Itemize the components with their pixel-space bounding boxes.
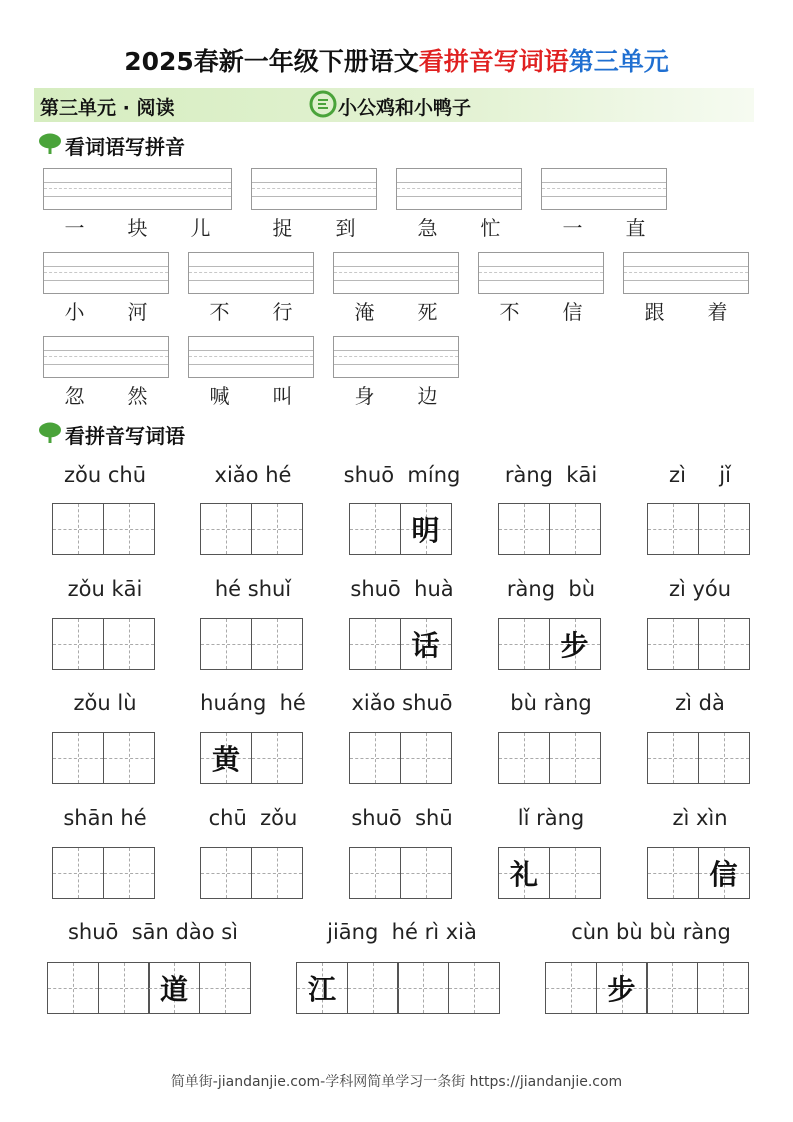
pinyin-prompt: zì dà (675, 691, 725, 715)
writing-cell[interactable] (400, 847, 452, 899)
given-char: 礼 (509, 858, 538, 891)
word-char: 边 (417, 384, 438, 408)
tianzige-grid (52, 732, 155, 784)
pinyin-prompt: shuō huà (350, 577, 454, 601)
tianzige-grid (349, 847, 452, 899)
writing-cell[interactable] (103, 732, 155, 784)
pinyin-writing-box[interactable] (251, 168, 377, 210)
word-char: 身 (354, 384, 375, 408)
lesson-unit: 第三单元 · 阅读 (40, 97, 175, 119)
tianzige-grid (200, 618, 303, 670)
pinyin-prompt: shuō sān dào sì (67, 920, 239, 944)
given-char: 江 (307, 973, 336, 1006)
tianzige-grid (498, 732, 601, 784)
pinyin-prompt: lǐ ràng (517, 806, 585, 830)
pinyin-prompt: bù ràng (510, 691, 592, 715)
writing-cell[interactable] (200, 847, 252, 899)
writing-cell[interactable] (349, 732, 401, 784)
pinyin-prompt: xiǎo hé (214, 463, 292, 487)
given-char: 黄 (211, 743, 240, 776)
writing-cell[interactable] (199, 962, 251, 1014)
word-char: 一 (562, 216, 583, 240)
word-char: 跟 (644, 300, 665, 324)
guide-line (542, 188, 666, 189)
writing-cell[interactable] (498, 503, 550, 555)
guide-line (44, 272, 168, 273)
tianzige-grid (349, 618, 452, 670)
tianzige-grid (47, 962, 251, 1014)
writing-cell[interactable] (498, 618, 550, 670)
given-char: 话 (411, 629, 440, 662)
writing-cell[interactable] (349, 847, 401, 899)
writing-cell[interactable] (251, 503, 303, 555)
writing-cell[interactable] (400, 503, 452, 555)
word-char: 儿 (190, 216, 211, 240)
writing-cell[interactable] (349, 503, 401, 555)
word-char: 到 (335, 216, 356, 240)
pinyin-prompt: xiǎo shuō (351, 691, 453, 715)
pinyin-prompt: shuō míng (343, 463, 461, 487)
writing-cell[interactable] (397, 962, 449, 1014)
guide-line (334, 356, 458, 357)
writing-cell[interactable] (400, 732, 452, 784)
tianzige-grid (498, 847, 601, 899)
writing-cell[interactable] (347, 962, 399, 1014)
writing-cell[interactable] (103, 847, 155, 899)
writing-cell[interactable] (148, 962, 200, 1014)
tianzige-grid (349, 503, 452, 555)
word-char: 死 (417, 300, 438, 324)
pinyin-writing-box[interactable] (333, 252, 459, 294)
given-char: 明 (411, 514, 440, 547)
word-char: 忽 (64, 384, 85, 408)
writing-cell[interactable] (103, 503, 155, 555)
guide-line (624, 272, 748, 273)
word-char: 着 (707, 300, 728, 324)
guide-line (44, 188, 231, 189)
word-char: 不 (499, 300, 520, 324)
tianzige-grid (498, 503, 601, 555)
writing-cell[interactable] (200, 732, 252, 784)
writing-cell[interactable] (296, 962, 348, 1014)
writing-cell[interactable] (448, 962, 500, 1014)
writing-cell[interactable] (52, 732, 104, 784)
lesson-name: 小公鸡和小鸭子 (338, 97, 472, 119)
pinyin-prompt: zì yóu (668, 577, 732, 601)
tianzige-grid (349, 732, 452, 784)
pinyin-prompt: zǒu chū (63, 463, 147, 487)
tianzige-grid (200, 732, 303, 784)
pinyin-writing-box[interactable] (541, 168, 667, 210)
writing-cell[interactable] (251, 618, 303, 670)
writing-cell[interactable] (698, 732, 750, 784)
pinyin-writing-box[interactable] (188, 252, 314, 294)
writing-cell[interactable] (697, 962, 749, 1014)
pinyin-writing-box[interactable] (188, 336, 314, 378)
tianzige-grid (200, 847, 303, 899)
word-char: 河 (127, 300, 148, 324)
pinyin-prompt: chū zǒu (208, 806, 298, 830)
pinyin-writing-box[interactable] (43, 252, 169, 294)
pinyin-writing-box[interactable] (623, 252, 749, 294)
given-char: 信 (709, 858, 738, 891)
word-char: 叫 (272, 384, 293, 408)
tianzige-grid (647, 618, 750, 670)
guide-line (44, 356, 168, 357)
word-char: 然 (127, 384, 148, 408)
writing-cell[interactable] (698, 847, 750, 899)
pinyin-writing-box[interactable] (43, 168, 232, 210)
pinyin-writing-box[interactable] (478, 252, 604, 294)
writing-cell[interactable] (498, 732, 550, 784)
writing-cell[interactable] (98, 962, 150, 1014)
pinyin-prompt: hé shuǐ (214, 577, 292, 601)
pinyin-prompt: ràng kāi (504, 463, 598, 487)
writing-cell[interactable] (52, 618, 104, 670)
pinyin-prompt: shān hé (63, 806, 147, 830)
tianzige-grid (52, 618, 155, 670)
section-title: 看词语写拼音 (65, 135, 185, 159)
writing-cell[interactable] (251, 847, 303, 899)
word-char: 行 (272, 300, 293, 324)
writing-cell[interactable] (349, 618, 401, 670)
word-char: 直 (625, 216, 646, 240)
word-char: 喊 (209, 384, 230, 408)
page-title (0, 42, 793, 78)
writing-cell[interactable] (549, 618, 601, 670)
writing-cell[interactable] (498, 847, 550, 899)
word-char: 淹 (354, 300, 375, 324)
writing-cell[interactable] (52, 503, 104, 555)
tianzige-grid (647, 503, 750, 555)
writing-cell[interactable] (52, 847, 104, 899)
given-char: 道 (159, 973, 188, 1006)
pinyin-prompt: jiāng hé rì xià (327, 920, 477, 944)
word-char: 小 (64, 300, 85, 324)
writing-cell[interactable] (647, 732, 699, 784)
guide-line (252, 188, 376, 189)
guide-line (397, 188, 521, 189)
word-char: 一 (64, 216, 85, 240)
pinyin-prompt: zǒu kāi (67, 577, 143, 601)
writing-cell[interactable] (103, 618, 155, 670)
word-char: 忙 (480, 216, 501, 240)
writing-cell[interactable] (549, 847, 601, 899)
pinyin-writing-box[interactable] (333, 336, 459, 378)
title-task: 看拼音写词语 (418, 47, 569, 76)
word-char: 信 (562, 300, 583, 324)
tianzige-grid (545, 962, 749, 1014)
pinyin-prompt: huáng hé (200, 691, 306, 715)
tree-icon (38, 422, 62, 444)
guide-line (479, 272, 603, 273)
pinyin-prompt: shuō shū (351, 806, 453, 830)
word-char: 急 (417, 216, 438, 240)
writing-cell[interactable] (47, 962, 99, 1014)
pinyin-prompt: zì jǐ (669, 463, 731, 487)
pinyin-writing-box[interactable] (43, 336, 169, 378)
pinyin-prompt: zǒu lù (73, 691, 137, 715)
lesson-leaf-logo-icon (308, 89, 338, 119)
writing-cell[interactable] (400, 618, 452, 670)
writing-cell[interactable] (698, 618, 750, 670)
writing-cell[interactable] (200, 503, 252, 555)
word-char: 不 (209, 300, 230, 324)
title-unit: 第三单元 (568, 47, 669, 76)
writing-cell[interactable] (545, 962, 597, 1014)
tianzige-grid (296, 962, 500, 1014)
footer-source: 简单街-jiandanjie.com-学科网简单学习一条街 https://jiandanjie.com (170, 1074, 623, 1090)
writing-cell[interactable] (596, 962, 648, 1014)
given-char: 步 (560, 629, 589, 662)
lesson-bar (34, 88, 754, 122)
tianzige-grid (52, 847, 155, 899)
writing-cell[interactable] (647, 618, 699, 670)
tianzige-grid (647, 847, 750, 899)
pinyin-prompt: cùn bù bù ràng (571, 920, 731, 944)
writing-cell[interactable] (549, 503, 601, 555)
title-grade: 2025春新一年级下册语文 (124, 47, 419, 76)
writing-cell[interactable] (647, 503, 699, 555)
pinyin-writing-box[interactable] (396, 168, 522, 210)
writing-cell[interactable] (698, 503, 750, 555)
pinyin-prompt: ràng bù (506, 577, 596, 601)
tianzige-grid (52, 503, 155, 555)
word-char: 捉 (272, 216, 293, 240)
word-char: 块 (127, 216, 148, 240)
guide-line (189, 356, 313, 357)
writing-cell[interactable] (200, 618, 252, 670)
given-char: 步 (607, 973, 636, 1006)
section-title: 看拼音写词语 (65, 424, 185, 448)
tianzige-grid (498, 618, 601, 670)
writing-cell[interactable] (646, 962, 698, 1014)
writing-cell[interactable] (549, 732, 601, 784)
guide-line (334, 272, 458, 273)
tree-icon (38, 133, 62, 155)
tianzige-grid (200, 503, 303, 555)
writing-cell[interactable] (647, 847, 699, 899)
tianzige-grid (647, 732, 750, 784)
writing-cell[interactable] (251, 732, 303, 784)
guide-line (189, 272, 313, 273)
pinyin-prompt: zì xìn (672, 806, 728, 830)
